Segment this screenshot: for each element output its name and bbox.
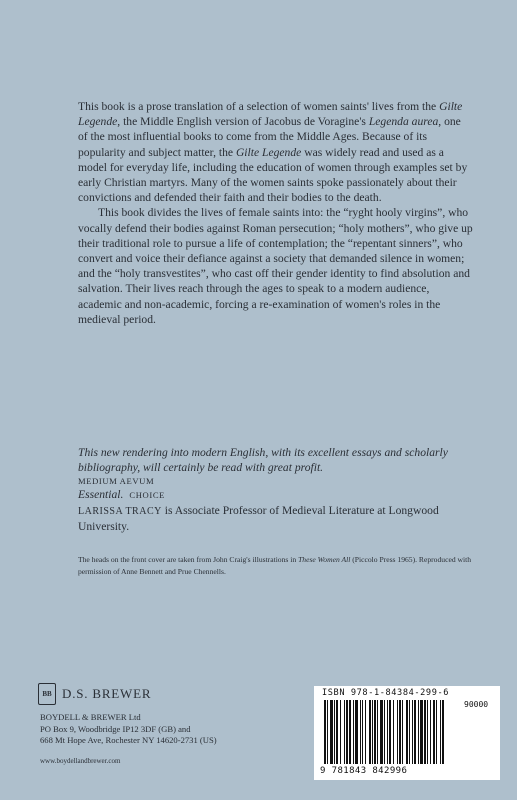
book-title: Gilte Legende [78, 100, 463, 129]
blurb-paragraph-2: This book divides the lives of female saints into: the “ryght hooly virgins”, who vocally defend their bodies against Roman persecution; “holy mothers”, who give up their traditional role to pursue a life of contemplation; the “repentant sinners”, who convert and voice their defiance against a society that demanded silence in women; and the “holy transvestites”, who cast off their gender identity to find absolution and salvation. Their lives reach through the ages to speak to a modern audience, academic and non-academic, forcing a re-examination of women's roles in the medieval period. [78, 206, 473, 326]
publisher-block [38, 683, 217, 747]
blurb [78, 99, 473, 327]
author-bio-text: is Associate Professor of Medieval Literature at Longwood University. [78, 504, 439, 534]
publisher-website: www.boydellandbrewer.com [40, 757, 121, 765]
book-title: Legenda aurea [368, 115, 439, 129]
review-quote-1 [78, 445, 473, 487]
barcode-icon [322, 700, 494, 766]
book-title: Gilte Legende [235, 145, 302, 159]
author-name: LARISSA TRACY [78, 506, 162, 517]
publisher-logo-icon: BB [38, 683, 56, 705]
review-source: CHOICE [129, 490, 166, 500]
publisher-address: BOYDELL & BREWER Ltd PO Box 9, Woodbridge IP12 3DF (GB) and 668 Mt Hope Ave, Rochester NY 14620-2731 (US) [40, 712, 217, 746]
isbn-barcode [314, 686, 500, 780]
review-quote-2 [78, 487, 473, 503]
author-bio [78, 503, 478, 534]
cover-credit: The heads on the front cover are taken from John Craig's illustrations in These Women All (Piccolo Press 1965). Reproduced with permission of Anne Bennett and Prue Chennells. [78, 555, 472, 576]
review-quote-text: This new rendering into modern English, with its excellent essays and scholarly bibliography, will certainly be read with great profit. [78, 446, 448, 475]
barcode-digits: 9 781843 842996 [320, 766, 408, 776]
price-code: 90000 [464, 700, 489, 709]
review-source: MEDIUM AEVUM [78, 476, 155, 487]
blurb-paragraph-1: This book is a prose translation of a selection of women saints' lives from the Gilte Legende, the Middle English version of Jacobus de Voragine's Legenda aurea, one of the most influential books to come from the Middle Ages. Because of its popularity and subject matter, the Gilte Legende was widely read and used as a model for everyday life, including the education of women through examples set by early Christian martyrs. Many of the women saints spoke passionately about their convictions and defended their faith and their bodies to the death. [78, 100, 468, 205]
review-quote-text: Essential. [78, 488, 124, 501]
isbn-label: ISBN 978-1-84384-299-6 [322, 688, 450, 698]
publisher-name: D.S. BREWER [62, 686, 152, 701]
